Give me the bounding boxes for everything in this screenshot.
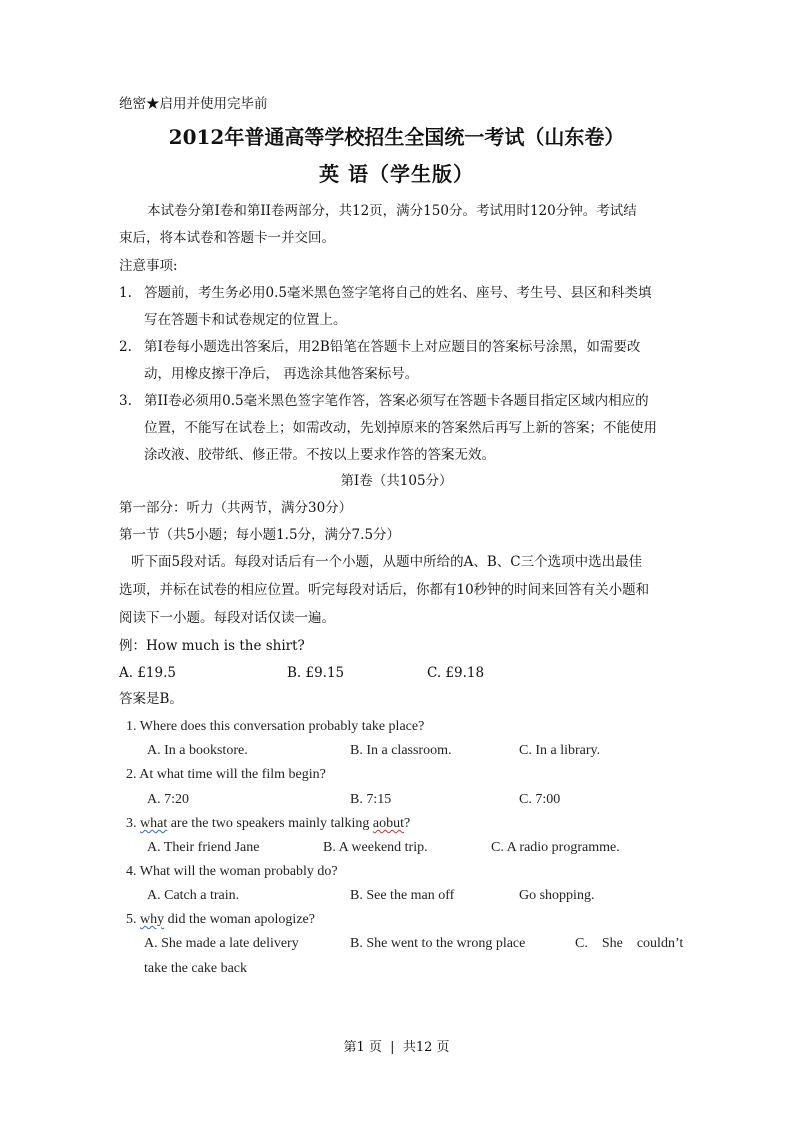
instruction-line: 听下面5段对话。每段对话后有一个小题，从题中所给的A、B、C三个选项中选出最佳 (131, 554, 643, 570)
part-title: 第一部分：听力（共两节，满分30分） (119, 500, 353, 516)
option: C. A radio programme. (491, 840, 620, 855)
grammar-flagged-word: what (140, 816, 168, 831)
option-continuation: take the cake back (144, 961, 247, 976)
notice-line: 位置，不能写在试卷上；如需改动，先划掉原来的答案然后再写上新的答案；不能使用 (144, 420, 657, 436)
question: 1. Where does this conversation probably take place? (126, 719, 425, 734)
option: A. 7:20 (147, 792, 189, 807)
spelling-flagged-word: aobut (372, 816, 404, 831)
option: B. She went to the wrong place (350, 936, 526, 951)
exam-subtitle: 英 语（学生版） (319, 162, 474, 186)
intro-line: 本试卷分第I卷和第II卷两部分，共12页，满分150分。考试用时120分钟。考试结 (147, 203, 637, 219)
option: A. In a bookstore. (147, 743, 248, 758)
question-text: did the woman apologize? (164, 912, 315, 927)
option: A. Catch a train. (147, 888, 240, 903)
question-text: are the two speakers mainly talking (167, 816, 373, 831)
subsection-title: 第一节（共5小题；每小题1.5分，满分7.5分） (119, 527, 401, 543)
notice-heading: 注意事项: (119, 258, 178, 274)
option: B. See the man off (350, 888, 455, 903)
exam-title: 2012年普通高等学校招生全国统一考试（山东卷） (168, 125, 625, 149)
page-footer: 第1 页 | 共12 页 (343, 1040, 450, 1055)
instruction-line: 阅读下一小题。每段对话仅读一遍。 (119, 610, 335, 626)
example-option: B. £9.15 (287, 665, 345, 681)
instruction-line: 选项，并标在试卷的相应位置。听完每段对话后，你都有10秒钟的时间来回答有关小题和 (119, 582, 650, 598)
question (126, 911, 315, 929)
option: C. She couldn’t (575, 936, 684, 951)
grammar-flagged-word: why (140, 912, 165, 927)
question: 4. What will the woman probably do? (126, 864, 338, 879)
confidential-note: 绝密★启用并使用完毕前 (119, 96, 268, 112)
example-answer: 答案是B。 (119, 691, 183, 707)
notice-line: 第I卷每小题选出答案后，用2B铅笔在答题卡上对应题目的答案标号涂黑，如需要改 (144, 339, 641, 355)
notice-line: 写在答题卡和试卷规定的位置上。 (144, 312, 347, 328)
example-question: 例：How much is the shirt? (119, 638, 305, 654)
option: C. 7:00 (519, 792, 561, 807)
example-option: A. £19.5 (119, 665, 176, 681)
question-text: ? (404, 816, 411, 831)
option: B. A weekend trip. (323, 840, 428, 855)
question (126, 815, 410, 833)
notice-line: 动，用橡皮擦干净后， 再选涂其他答案标号。 (144, 366, 419, 382)
option: B. 7:15 (350, 792, 392, 807)
option: A. Their friend Jane (147, 840, 260, 855)
notice-line: 第II卷必须用0.5毫米黑色签字笔作答，答案必须写在答题卡各题目指定区域内相应的 (144, 393, 649, 409)
question-number: 5. (126, 912, 140, 927)
option: Go shopping. (519, 888, 595, 903)
intro-line: 束后，将本试卷和答题卡一并交回。 (119, 230, 335, 246)
example-option: C. £9.18 (427, 665, 485, 681)
notice-number: 3. (119, 393, 132, 409)
option: B. In a classroom. (350, 743, 452, 758)
option: A. She made a late delivery (144, 936, 299, 951)
notice-line: 涂改液、胶带纸、修正带。不按以上要求作答的答案无效。 (144, 447, 495, 463)
section-title: 第I卷（共105分） (340, 473, 453, 489)
question-number: 3. (126, 816, 140, 831)
notice-number: 1. (119, 285, 132, 301)
option: C. In a library. (519, 743, 601, 758)
question: 2. At what time will the film begin? (126, 767, 326, 782)
notice-number: 2. (119, 339, 132, 355)
notice-line: 答题前，考生务必用0.5毫米黑色签字笔将自己的姓名、座号、考生号、县区和科类填 (144, 285, 652, 301)
